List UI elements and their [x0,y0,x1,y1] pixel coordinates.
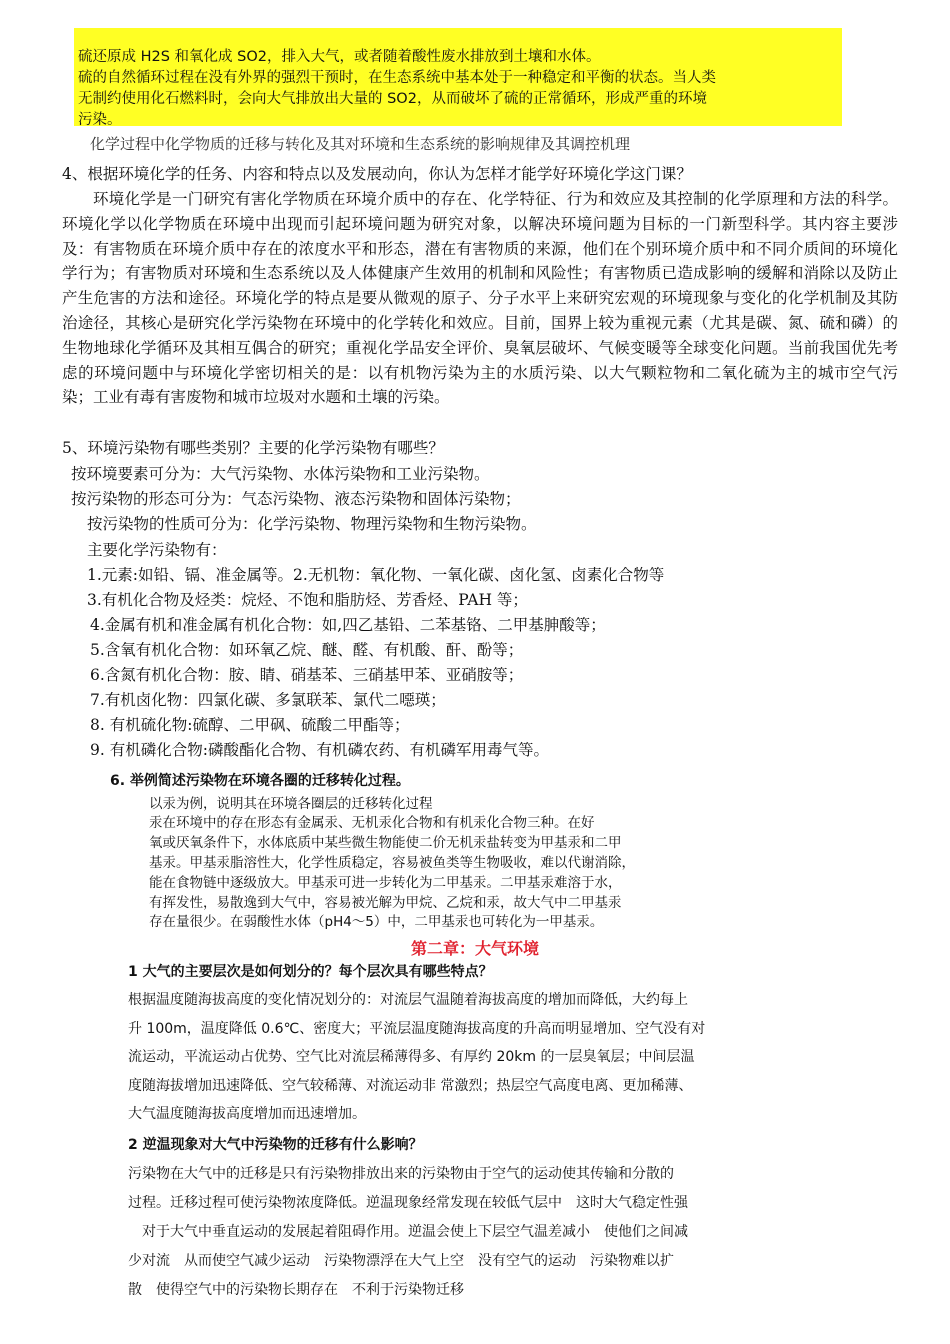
ch2-q2-line: 少对流 从而使空气减少运动 污染物漂浮在大气上空 没有空气的运动 污染物难以扩 [128,1253,674,1269]
q5-line: 1.元素:如铅、镉、准金属等。2.无机物：氧化物、一氧化碳、卤化氢、卤素化合物等 [87,566,665,584]
ch2-q1-line: 升 100m，温度降低 0.6℃、密度大；平流层温度随海拔高度的升高而明显增加、空气没有对 [128,1021,706,1037]
partially-hidden-line: 化学过程中化学物质的迁移与转化及其对环境和生态系统的影响规律及其调控机理 [90,135,631,153]
q6-line: 氧或厌氧条件下，水体底质中某些微生物能使二价无机汞盐转变为甲基汞和二甲 [149,835,622,851]
q6-line: 存在量很少。在弱酸性水体（pH4～5）中，二甲基汞也可转化为一甲基汞。 [149,914,604,930]
ch2-q1-line: 流运动，平流运动占优势、空气比对流层稀薄得多、有厚约 20km 的一层臭氧层；中间层温 [128,1049,695,1065]
q5-line: 按污染物的性质可分为：化学污染物、物理污染物和生物污染物。 [87,515,537,533]
q5-line: 按环境要素可分为：大气污染物、水体污染物和工业污染物。 [71,465,490,483]
q5-line: 7.有机卤化物：四氯化碳、多氯联苯、氯代二噁瑛； [90,691,446,709]
q5-line: 主要化学污染物有： [87,541,227,559]
q6-question: 6. 举例简述污染物在环境各圈的迁移转化过程。 [110,773,410,789]
q5-line: 8. 有机硫化物:硫醇、二甲砜、硫酸二甲酯等； [90,716,410,734]
ch2-q2-line: 散 使得空气中的污染物长期存在 不利于污染物迁移 [128,1282,464,1298]
ch2-q1-line: 度随海拔增加迅速降低、空气较稀薄、对流运动非 常激烈；热层空气高度电离、更加稀薄、 [128,1078,693,1094]
ch2-q2: 2 逆温现象对大气中污染物的迁移有什么影响？ [128,1137,423,1153]
q6-line: 基汞。甲基汞脂溶性大，化学性质稳定，容易被鱼类等生物吸收，难以代谢消除， [149,855,635,871]
q5-line: 3.有机化合物及烃类：烷烃、不饱和脂肪烃、芳香烃、PAH 等； [87,591,528,609]
q6-line: 以汞为例，说明其在环境各圈层的迁移转化过程 [149,796,433,812]
ch2-q2-line: 污染物在大气中的迁移是只有污染物排放出来的污染物由于空气的运动使其传输和分散的 [128,1166,674,1182]
ch2-q2-line: 过程。迁移过程可使污染物浓度降低。逆温现象经常发现在较低气层中 这时大气稳定性强 [128,1195,688,1211]
ch2-q2-line: 对于大气中垂直运动的发展起着阻碍作用。逆温会使上下层空气温差减小 使他们之间减 [128,1224,688,1240]
q4-question: 4、根据环境化学的任务、内容和特点以及发展动向，你认为怎样才能学好环境化学这门课？ [62,165,692,183]
ch2-q1-line: 大气温度随海拔高度增加而迅速增加。 [128,1106,366,1122]
q5-question: 5、环境污染物有哪些类别？主要的化学污染物有哪些？ [62,439,444,457]
q5-line: 6.含氮有机化合物：胺、睛、硝基苯、三硝基甲苯、亚硝胺等； [90,666,524,684]
q6-line: 汞在环境中的存在形态有金属汞、无机汞化合物和有机汞化合物三种。在好 [149,815,595,831]
ch2-q1-line: 根据温度随海拔高度的变化情况划分的：对流层气温随着海拔高度的增加而降低，大约每上 [128,992,688,1008]
highlight-line-4: 污染。 [78,112,122,128]
q5-line: 5.含氧有机化合物：如环氧乙烷、醚、醛、有机酸、酐、酚等； [90,641,524,659]
highlight-line-1: 硫还原成 H2S 和氧化成 SO2，排入大气，或者随着酸性废水排放到土壤和水体。 [78,49,601,65]
q4-answer: 环境化学是一门研究有害化学物质在环境介质中的存在、化学特征、行为和效应及其控制的化学原理和方法的科学。环境化学以化学物质在环境中出现而引起环境问题为研究对象，以解决环境问题为目标的一门新型科学。其内容主要涉及：有害物质在环境介质中存在的浓度水平和形态，潜在有害物质的来源，他们在个别环境介质中和不同介质间的环境化学行为；有害物质对环境和生态系统以及人体健康产生效用的机制和风险性；有害物质已造成影响的缓解和消除以及防止产生危害的方法和途径。环境化学的特点是要从微观的原子、分子水平上来研究宏观的环境现象与变化的化学机制及其防治途径，其核心是研究化学污染物在环境中的化学转化和效应。目前，国界上较为重视元素（尤其是碳、氮、硫和磷）的生物地球化学循环及其相互偶合的研究；重视化学品安全评价、臭氧层破坏、气候变暖等全球变化问题。当前我国优先考虑的环境问题中与环境化学密切相关的是：以有机物污染为主的水质污染、以大气颗粒物和二氧化硫为主的城市空气污染；工业有毒有害废物和城市垃圾对水题和土壤的污染。 [62,190,898,407]
q5-line: 按污染物的形态可分为：气态污染物、液态污染物和固体污染物； [71,490,521,508]
highlight-line-2: 硫的自然循环过程在没有外界的强烈干预时，在生态系统中基本处于一种稳定和平衡的状态。当人类 [78,70,716,86]
q5-line: 4.金属有机和准金属有机化合物：如,四乙基铅、二苯基铬、二甲基胂酸等； [90,616,606,634]
chapter-title: 第二章：大气环境 [410,939,539,958]
ch2-q1: 1 大气的主要层次是如何划分的？每个层次具有哪些特点？ [128,964,493,980]
highlight-line-3: 无制约使用化石燃料时，会向大气排放出大量的 SO2，从而破坏了硫的正常循环，形成严重的环境 [78,91,707,107]
q6-line: 有挥发性，易散逸到大气中，容易被光解为甲烷、乙烷和汞，故大气中二甲基汞 [149,895,622,911]
q6-line: 能在食物链中逐级放大。甲基汞可进一步转化为二甲基汞。二甲基汞难溶于水， [149,875,622,891]
q5-line: 9. 有机磷化合物:磷酸酯化合物、有机磷农药、有机磷军用毒气等。 [90,741,549,759]
